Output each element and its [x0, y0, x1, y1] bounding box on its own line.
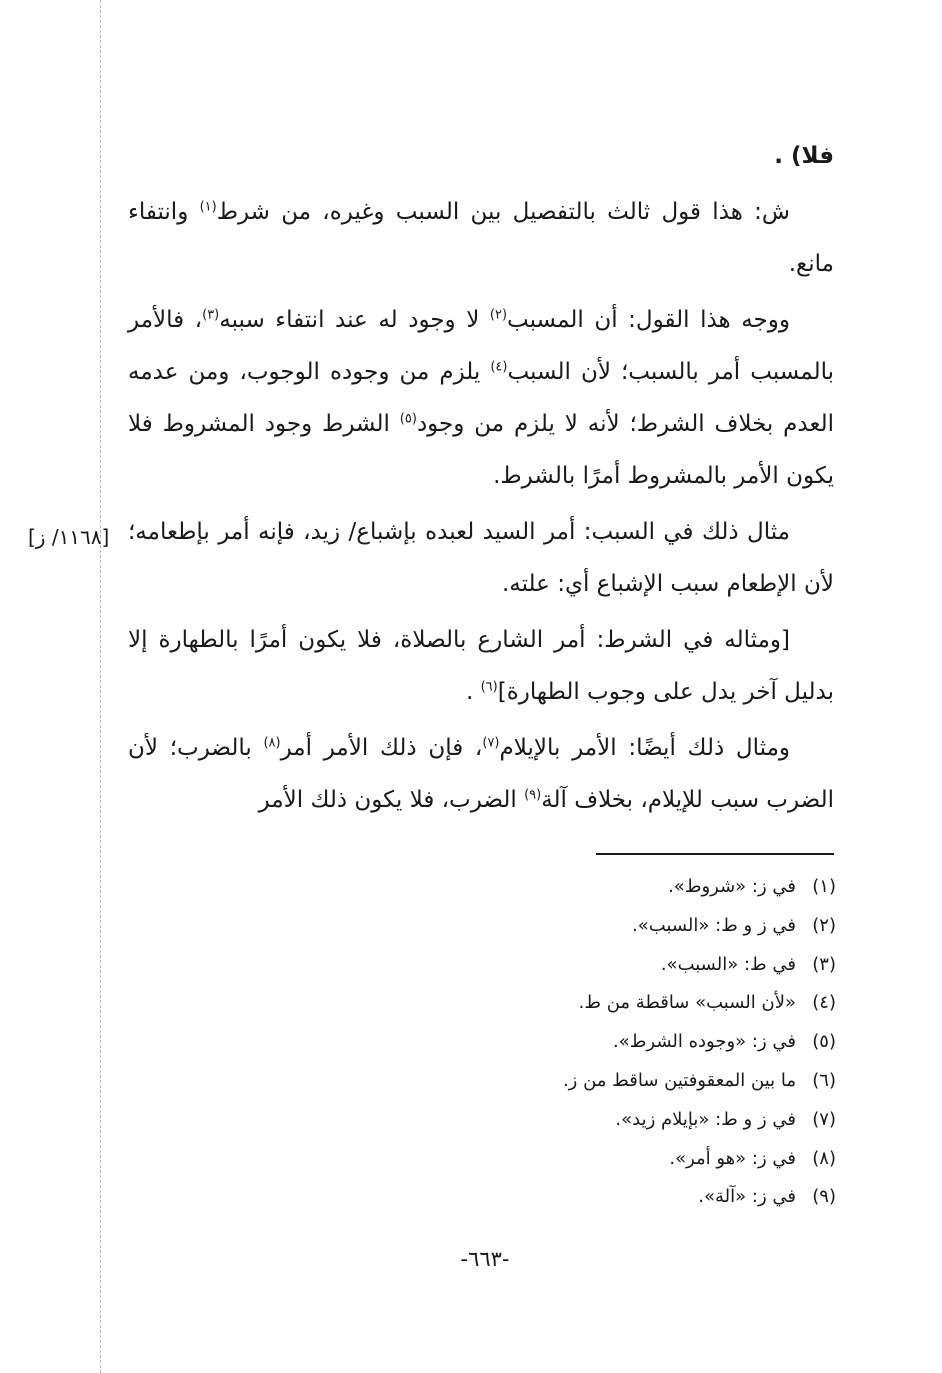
paragraph-text: ش: هذا قول ثالث بالتفصيل بين السبب وغيره، من شرط — [216, 199, 790, 225]
page-number — [0, 1247, 942, 1271]
footnote-marker: (٨) — [263, 735, 281, 751]
paragraph-text: ، فالأمر بالمسبب أمر بالسبب؛ لأن السبب — [128, 307, 834, 385]
footnote-text: في ط: «السبب». — [660, 953, 796, 975]
paragraph-text: وانتفاء مانع. — [128, 199, 834, 277]
paragraph-text: يلزم من وجوده الوجوب، ومن عدمه العدم بخلاف الشرط؛ لأنه لا يلزم من وجود — [128, 359, 834, 437]
footnote-number: (٤) — [812, 992, 836, 1014]
footnote-text: في ز: «هو أمر». — [669, 1147, 796, 1169]
footnote-number: (٧) — [812, 1108, 836, 1130]
footnote — [316, 907, 836, 946]
footnote-marker: (٣) — [202, 307, 220, 323]
paragraph-text: الضرب، فلا يكون ذلك الأمر — [258, 787, 525, 813]
footnote-marker: (٥) — [399, 411, 417, 427]
paragraph-text: الشرط وجود المشروط فلا يكون الأمر بالمشروط أمرًا بالشرط. — [128, 411, 834, 489]
footnote — [316, 1178, 836, 1217]
footnote-text: «لأن السبب» ساقطة من ط. — [578, 992, 796, 1014]
paragraph-text: ، فإن ذلك الأمر أمر — [280, 735, 483, 761]
paragraph-text: بالضرب؛ لأن الضرب سبب للإيلام، بخلاف آلة — [128, 735, 834, 813]
footnote — [316, 1023, 836, 1062]
paragraph-text: لا وجود له عند انتفاء سببه — [219, 307, 490, 333]
paragraph-1 — [128, 186, 834, 290]
paragraph-text: [ومثاله في الشرط: أمر الشارع بالصلاة، فلا يكون أمرًا بالطهارة إلا بدليل آخر يدل على وجوب الطهارة] — [128, 627, 834, 705]
paragraph-4 — [128, 614, 834, 718]
footnotes-list — [316, 868, 836, 1217]
paragraph-text: ووجه هذا القول: أن المسبب — [507, 307, 790, 333]
footnote — [316, 1062, 836, 1101]
footnote — [316, 1101, 836, 1140]
paragraph-3 — [128, 506, 834, 610]
footnote-text: في ز: «وجوده الشرط». — [613, 1031, 796, 1053]
footnote-number: (٨) — [812, 1147, 836, 1169]
footnote-text: في ز: «آلة». — [698, 1186, 796, 1208]
paragraph-text: مثال ذلك في السبب: أمر السيد لعبده بإشباع/ زيد، فإنه أمر بإطعامه؛ لأن الإطعام سبب الإشباع أي: علته. — [128, 519, 834, 597]
footnote-text: في ز و ط: «السبب». — [632, 914, 796, 936]
footnote-marker: (٢) — [489, 307, 508, 323]
paragraph-5 — [128, 722, 834, 826]
footnote-number: (١) — [812, 876, 836, 897]
footnote — [316, 946, 836, 985]
paragraph-text: ومثال ذلك أيضًا: الأمر بالإيلام — [499, 735, 790, 761]
footnote — [316, 1140, 836, 1179]
paragraph-text: فلا) . — [774, 143, 834, 169]
footnote-marker: (٧) — [482, 735, 500, 751]
footnote-number: (٩) — [812, 1186, 836, 1208]
footnote-text: في ز و ط: «بإيلام زيد». — [615, 1108, 796, 1130]
footnote-marker: (١) — [199, 199, 217, 215]
footnote-text: ما بين المعقوفتين ساقط من ز. — [562, 1069, 796, 1091]
footnote-marker: (٦) — [480, 679, 498, 695]
footnote-number: (٦) — [812, 1069, 836, 1091]
footnote — [316, 984, 836, 1023]
paragraph-2 — [128, 294, 834, 502]
margin-manuscript-reference: [١١٦٨/ ز] — [28, 525, 110, 549]
footnote-number: (٢) — [812, 914, 836, 936]
footnote-text: في ز: «شروط». — [668, 876, 796, 897]
footnote — [316, 868, 836, 907]
footnote-separator — [596, 853, 834, 855]
footnote-number: (٥) — [812, 1031, 836, 1053]
footnote-number: (٣) — [812, 953, 836, 975]
paragraph-0 — [128, 130, 834, 182]
page-number-text: -٦٦٣- — [460, 1247, 510, 1271]
footnote-marker: (٩) — [524, 787, 542, 803]
footnote-marker: (٤) — [490, 359, 508, 375]
margin-rule — [100, 0, 101, 1373]
paragraph-text: . — [465, 679, 481, 705]
main-text — [128, 130, 834, 826]
